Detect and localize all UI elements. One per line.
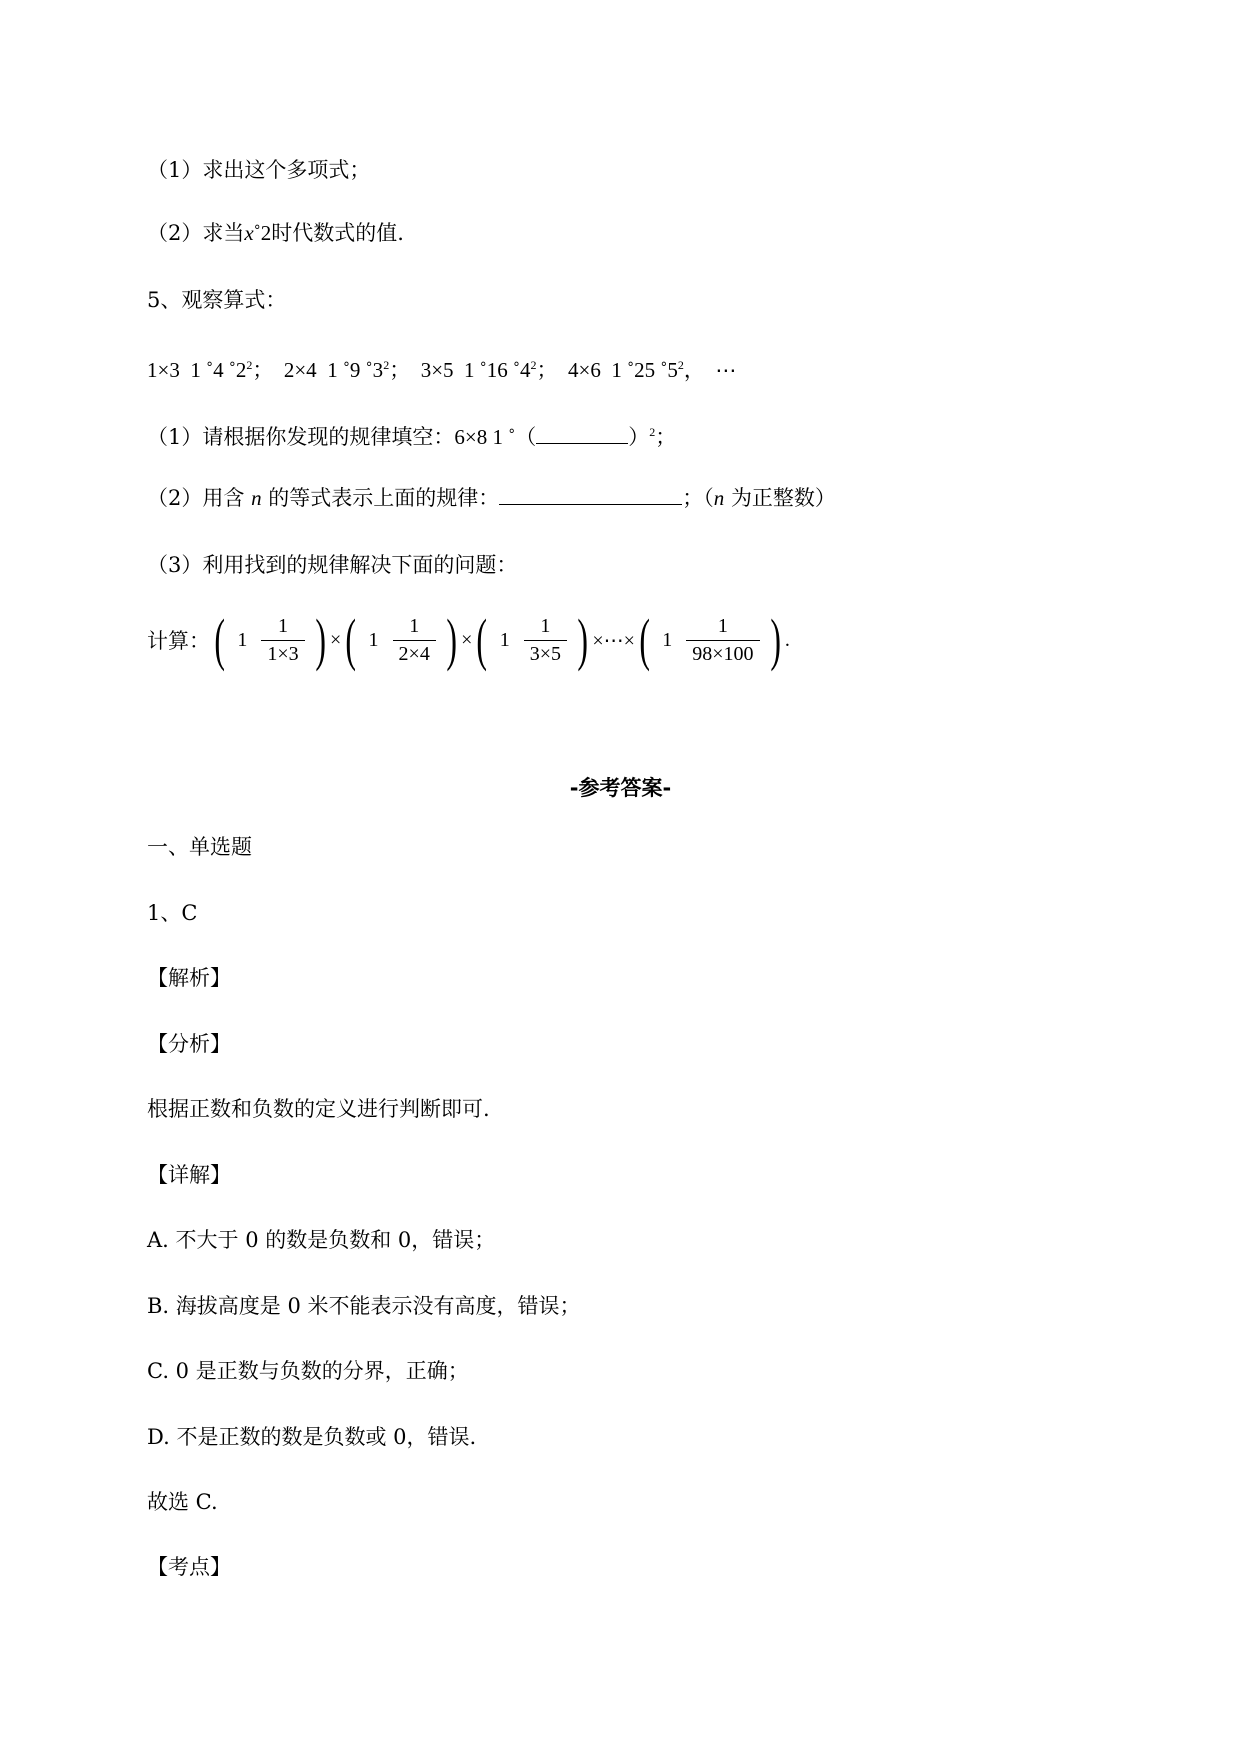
answers-heading: -参考答案-: [569, 776, 672, 800]
option-d: D. 不是正数的数是负数或 0，错误.: [147, 1425, 477, 1449]
times-sign: ×: [329, 628, 342, 651]
q1-blank[interactable]: [536, 443, 628, 444]
problem5-q1: （1）请根据你发现的规律填空：6×8 1 ˚（ ）$^2$；: [147, 425, 677, 449]
variable-x: x: [244, 221, 254, 245]
right-paren: ): [769, 607, 781, 672]
calc-label: 计算：: [147, 629, 210, 653]
fraction: $\frac{1}{3\times 5}$: [524, 615, 567, 666]
left-paren: (: [214, 607, 225, 672]
period: .: [784, 628, 790, 651]
q1-text: （1）请根据你发现的规律填空：: [147, 425, 455, 449]
fenxi-text: 根据正数和负数的定义进行判断即可.: [147, 1097, 490, 1121]
option-a: A. 不大于 0 的数是负数和 0，错误；: [147, 1228, 496, 1252]
jiexi-label: 【解析】: [147, 966, 231, 990]
problem5-q2: （2）用含 n 的等式表示上面的规律： ；（n 为正整数）: [147, 486, 836, 510]
left-paren: (: [345, 607, 357, 672]
seq-item: 4×6 1 ˚25 $˚5^2$，: [568, 358, 705, 382]
problem4-part2: [147, 218, 404, 248]
calc-one: 1: [237, 628, 248, 651]
fenxi-label: 【分析】: [147, 1032, 231, 1056]
part2-suffix: 时代数式的值.: [271, 221, 404, 245]
xiangjie-label: 【详解】: [147, 1163, 231, 1187]
observation-sequence: [147, 350, 736, 385]
calculation-expression: [147, 605, 790, 675]
ellipsis: ⋯: [715, 358, 737, 382]
right-paren: ): [314, 607, 326, 672]
option-b: B. 海拔高度是 0 米不能表示没有高度，错误；: [147, 1294, 581, 1318]
seq-item: 1×3 1 ˚4 $˚2^2$；: [147, 358, 274, 382]
part2-equation: ˚2: [253, 221, 272, 245]
right-paren: ): [577, 607, 589, 672]
calc-one: 1: [662, 628, 673, 651]
calc-one: 1: [499, 628, 510, 651]
variable-n: n: [713, 486, 725, 510]
fraction: $\frac{1}{98\times 100}$: [686, 615, 759, 666]
option-c: C. 0 是正数与负数的分界，正确；: [147, 1359, 469, 1383]
left-paren: (: [476, 607, 488, 672]
times-dots: ×⋯×: [592, 629, 635, 652]
seq-item: 3×5 1 ˚16 $˚4^2$；: [420, 358, 558, 382]
right-paren: ): [446, 607, 457, 672]
problem5-title: 5、观察算式：: [147, 288, 287, 312]
variable-n: n: [251, 486, 262, 510]
left-paren: (: [639, 607, 650, 672]
seq-item: 2×4 1 ˚9 $˚3^2$；: [283, 358, 411, 382]
part2-prefix: （2）求当: [147, 221, 245, 245]
q2-blank[interactable]: [499, 504, 682, 505]
fraction: $\frac{1}{1\times 3}$: [261, 615, 304, 666]
calc-one: 1: [368, 628, 379, 651]
problem5-q3: （3）利用找到的规律解决下面的问题：: [147, 553, 518, 577]
answer-1: 1、C: [147, 901, 198, 925]
problem4-part1: （1）求出这个多项式；: [147, 158, 371, 182]
conclusion: 故选 C.: [147, 1490, 218, 1514]
times-sign: ×: [461, 628, 473, 651]
q1-expression: 6×8 1 ˚: [454, 425, 516, 449]
section-title: 一、单选题: [147, 835, 252, 859]
fraction: $\frac{1}{2\times 4}$: [393, 615, 436, 666]
kaodian-label: 【考点】: [147, 1555, 231, 1579]
